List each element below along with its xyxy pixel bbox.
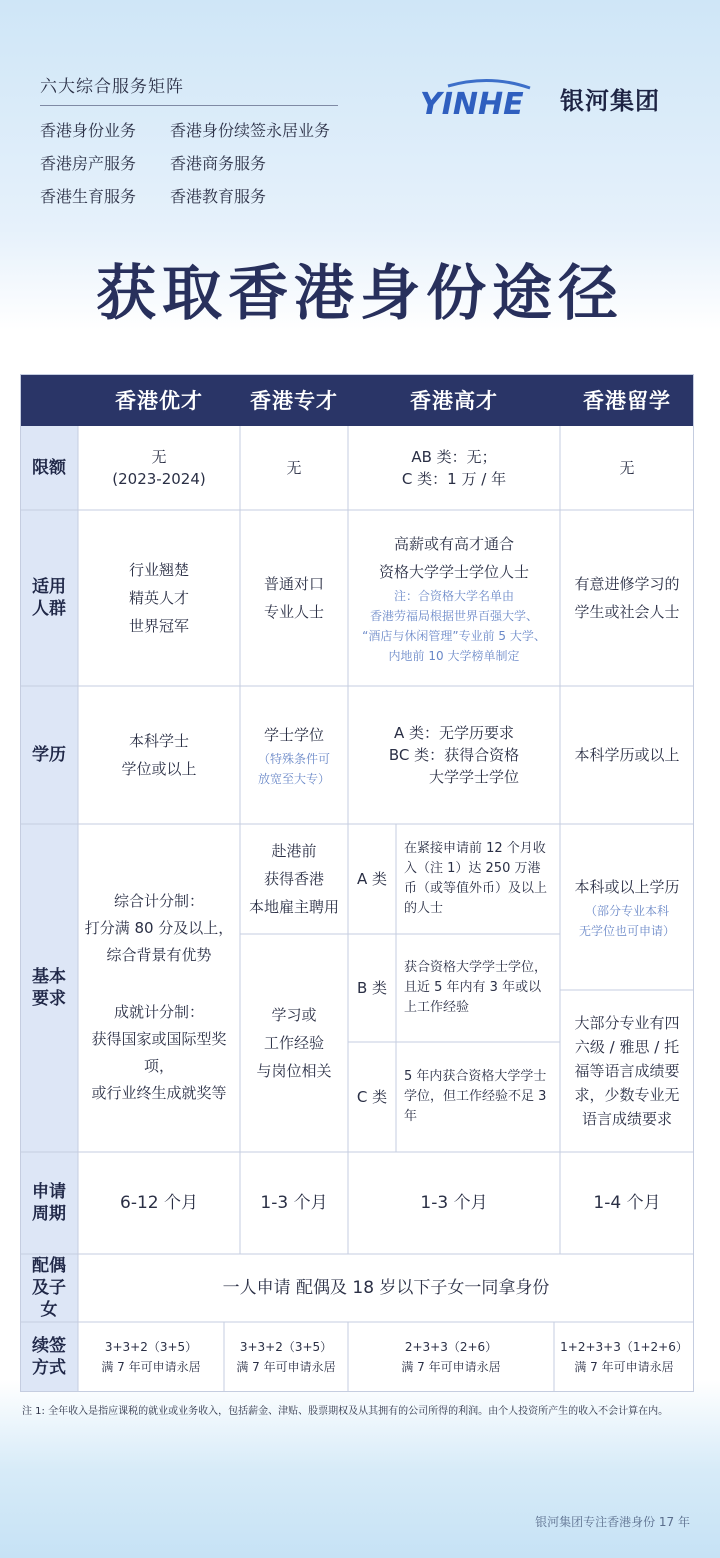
- cell-line: 本地雇主聘用: [248, 898, 339, 916]
- cell-line: 大学学士学位: [428, 768, 519, 786]
- cell-line: 精英人才: [128, 589, 189, 607]
- requirements-zhuancai-b: [240, 934, 348, 1152]
- cell-line: 或行业终生成就奖等: [91, 1084, 227, 1102]
- note-line: “酒店与休闲管理”专业前 5 大学、: [362, 629, 546, 643]
- cell-line: 学士学位: [263, 726, 324, 744]
- gaocai-class-a: 在紧接申请前 12 个月收入（注 1）达 250 万港币（或等值外币）及以上的人士: [404, 841, 548, 916]
- renewal-youcai: [78, 1322, 224, 1392]
- note-line: 注：合资格大学名单由: [393, 589, 514, 603]
- cell-line: 打分满 80 分及以上，: [84, 919, 234, 937]
- cell-line: C 类：1 万 / 年: [401, 470, 507, 488]
- row-label-text: 配偶及子女: [32, 1256, 66, 1320]
- footnote: 注 1: 全年收入是指应课税的就业或业务收入，包括薪金、津贴、股票期权及从其拥有的公司所得的利润。由个人投资所产生的收入不会计算在内。: [22, 1406, 669, 1417]
- gaocai-class-label: C 类: [356, 1088, 388, 1106]
- cell-line: AB 类：无；: [411, 448, 497, 466]
- page-title: 获取香港身份途径: [96, 259, 624, 329]
- services-title: 六大综合服务矩阵: [40, 72, 338, 106]
- target-liuxue: [560, 510, 694, 686]
- requirements-liuxue-a: [560, 824, 694, 990]
- service-item: 香港身份业务: [40, 121, 137, 140]
- period-liuxue: 1-4 个月: [593, 1193, 661, 1213]
- cell-line: 满 7 年可申请永居: [401, 1360, 501, 1374]
- renewal-zhuancai: [224, 1322, 348, 1392]
- row-label: [20, 1322, 78, 1392]
- column-header: 香港高才: [348, 374, 560, 426]
- education-zhuancai: [240, 686, 348, 824]
- renewal-gaocai: [348, 1322, 554, 1392]
- cell-line: 学生或社会人士: [574, 603, 680, 621]
- cell-line: 无: [151, 448, 167, 466]
- corner-cell: [20, 374, 78, 426]
- logo-text: 银河集团: [560, 86, 660, 115]
- cell-line: 语言成绩要求: [581, 1110, 672, 1128]
- cell-line: 本科或以上学历: [574, 878, 680, 896]
- column-header: 香港专才: [240, 374, 348, 426]
- quota-zhuancai: 无: [286, 459, 302, 477]
- cell-line: 满 7 年可申请永居: [574, 1360, 674, 1374]
- cell-line: 普通对口: [263, 575, 324, 593]
- column-header: 香港留学: [560, 374, 694, 426]
- quota-youcai: [78, 426, 240, 510]
- cell-line: 大部分专业有四: [574, 1014, 680, 1032]
- note-line: 香港劳福局根据世界百强大学、: [369, 609, 538, 623]
- requirements-zhuancai-a: [240, 824, 348, 934]
- service-item: 香港房产服务: [40, 154, 137, 173]
- cell-line: 获得国家或国际型奖项，: [91, 1030, 227, 1075]
- row-label-text: 适用人群: [32, 577, 66, 619]
- cell-line: 专业人士: [263, 603, 324, 621]
- note-line: （特殊条件可: [257, 752, 330, 766]
- service-item: 香港商务服务: [170, 154, 267, 173]
- gaocai-class-label: B 类: [356, 979, 388, 997]
- comparison-table: [20, 374, 694, 1392]
- education-gaocai: [348, 686, 560, 824]
- cell-line: 获得香港: [263, 870, 324, 888]
- footer-tagline: 银河集团专注香港身份 17 年: [535, 1515, 690, 1529]
- gaocai-class-b: 获合资格大学学士学位，且近 5 年内有 3 年或以上工作经验: [404, 960, 548, 1015]
- yinhe-logo-icon: [420, 76, 552, 120]
- row-label-text: 续签方式: [32, 1336, 66, 1378]
- column-header: 香港优才: [78, 374, 240, 426]
- row-label: [20, 1152, 78, 1254]
- cell-line: 赴港前: [271, 842, 317, 860]
- row-label: [20, 1254, 78, 1322]
- target-gaocai: [348, 510, 560, 686]
- note-line: （部分专业本科: [584, 904, 669, 918]
- quota-liuxue: 无: [619, 459, 635, 477]
- cell-line: 世界冠军: [128, 617, 189, 635]
- cell-line: 综合背景有优势: [106, 946, 212, 964]
- row-label-text: 申请周期: [32, 1182, 66, 1224]
- cell-line: (2023-2024): [112, 470, 206, 488]
- svg-text:YINHE: YINHE: [420, 87, 524, 120]
- renewal-liuxue: [554, 1322, 694, 1392]
- service-item: 香港身份续签永居业务: [170, 121, 331, 140]
- cell-line: 工作经验: [263, 1034, 324, 1052]
- cell-line: 综合计分制：: [113, 892, 204, 910]
- row-label: [20, 824, 78, 1152]
- row-label: [20, 510, 78, 686]
- gaocai-class-c: 5 年内获合资格大学学士学位，但工作经验不足 3 年: [404, 1069, 547, 1124]
- cell-line: 成就计分制：: [113, 1003, 204, 1021]
- cell-line: 3+3+2（3+5）: [239, 1340, 333, 1354]
- education-youcai: [78, 686, 240, 824]
- cell-line: 2+3+3（2+6）: [404, 1340, 498, 1354]
- note-line: 无学位也可申请）: [578, 924, 675, 938]
- period-zhuancai: 1-3 个月: [260, 1193, 328, 1213]
- services-panel: [40, 72, 340, 207]
- education-liuxue: 本科学历或以上: [574, 746, 680, 764]
- requirements-liuxue-b: [560, 990, 694, 1152]
- cell-line: 求，少数专业无: [574, 1086, 680, 1104]
- cell-line: 满 7 年可申请永居: [101, 1360, 201, 1374]
- quota-gaocai: [348, 426, 560, 510]
- cell-line: 本科学士: [128, 732, 189, 750]
- service-item: 香港生育服务: [40, 187, 137, 206]
- cell-line: 福等语言成绩要: [574, 1062, 680, 1080]
- requirements-youcai: [78, 824, 240, 1152]
- target-zhuancai: [240, 510, 348, 686]
- cell-line: 有意进修学习的: [574, 575, 680, 593]
- cell-line: 高薪或有高才通合: [393, 535, 514, 553]
- cell-line: 1+2+3+3（1+2+6）: [560, 1340, 688, 1354]
- cell-line: 资格大学学士学位人士: [378, 563, 529, 581]
- service-item: 香港教育服务: [170, 187, 267, 206]
- note-line: 放宽至大专）: [257, 772, 330, 786]
- cell-line: BC 类：获得合资格: [388, 746, 520, 764]
- period-youcai: 6-12 个月: [120, 1193, 198, 1213]
- row-label: 学历: [20, 686, 78, 824]
- cell-line: 六级 / 雅思 / 托: [574, 1038, 680, 1056]
- family-text: 一人申请 配偶及 18 岁以下子女一同拿身份: [222, 1278, 550, 1298]
- services-list: [40, 118, 340, 207]
- cell-line: A 类：无学历要求: [393, 724, 515, 742]
- cell-line: 与岗位相关: [256, 1062, 332, 1080]
- cell-line: 行业翘楚: [128, 561, 189, 579]
- period-gaocai: 1-3 个月: [420, 1193, 488, 1213]
- row-label: 限额: [20, 426, 78, 510]
- company-logo: [420, 76, 660, 120]
- cell-line: 学位或以上: [121, 760, 197, 778]
- cell-line: 3+3+2（3+5）: [104, 1340, 198, 1354]
- cell-line: 满 7 年可申请永居: [236, 1360, 336, 1374]
- cell-line: 学习或: [271, 1006, 317, 1024]
- row-label-text: 基本要求: [32, 967, 66, 1009]
- note-line: 内地前 10 大学榜单制定: [388, 649, 520, 663]
- target-youcai: [78, 510, 240, 686]
- gaocai-class-label: A 类: [356, 870, 388, 888]
